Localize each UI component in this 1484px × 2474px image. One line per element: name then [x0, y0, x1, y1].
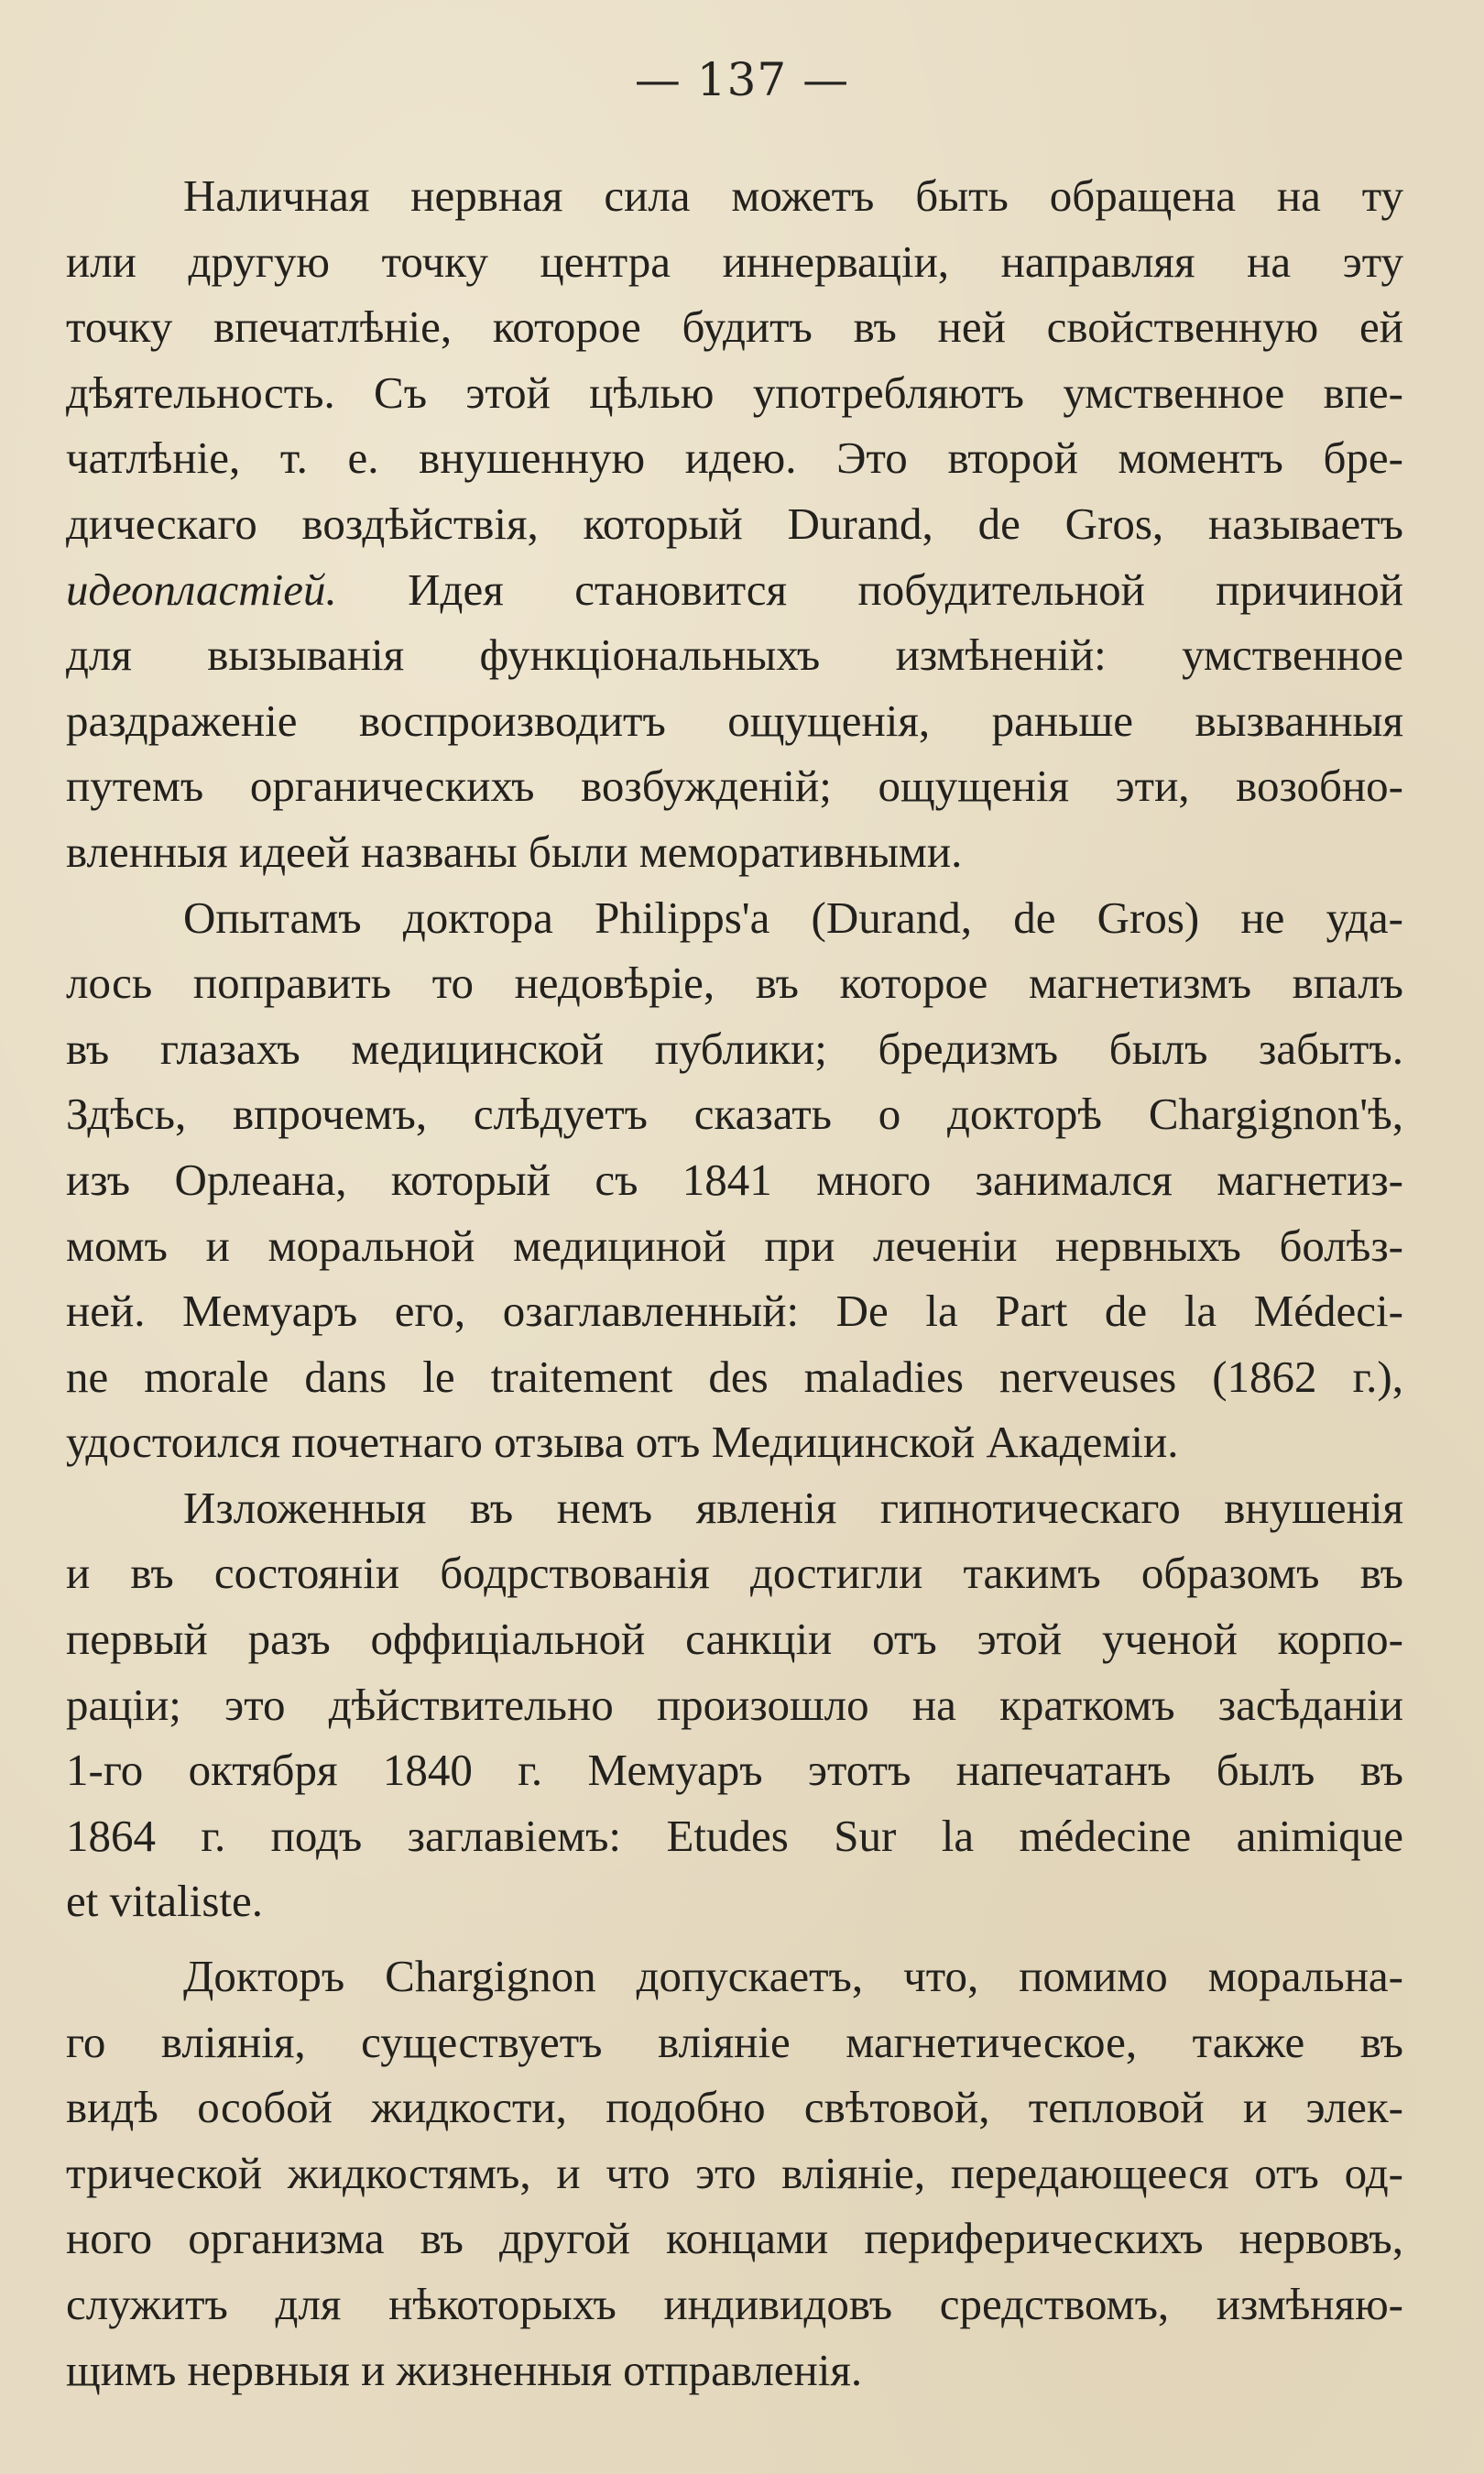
text-line: вленныя идеей названы были меморативными. [66, 826, 963, 877]
paragraph-spacer [66, 1934, 1403, 1943]
paragraph-4 [66, 1943, 1403, 2403]
text-line: или другую точку центра иннерваціи, направляя на эту [66, 235, 1403, 287]
text-line: ней. Мемуаръ его, озаглавленный: De la Part de la Médeci- [66, 1286, 1403, 1337]
text-line-with-italic [66, 557, 1403, 623]
text-line: Опытамъ доктора Philipps'a (Durand, de Gros) не уда- [183, 892, 1403, 943]
paragraph-3 [66, 1475, 1403, 1934]
text-line-rest: Идея становится побудительной причиной [336, 564, 1403, 615]
text-line: путемъ органическихъ возбужденій; ощущенія эти, возобно- [66, 761, 1403, 812]
text-line: чатлѣніе, т. е. внушенную идею. Это второй моментъ бре- [66, 432, 1403, 484]
text-line: и въ состояніи бодрствованія достигли такимъ образомъ въ [66, 1548, 1403, 1599]
text-line: служитъ для нѣкоторыхъ индивидовъ средствомъ, измѣняю- [66, 2279, 1403, 2329]
text-line: дѣятельность. Съ этой цѣлью употребляютъ умственное впе- [66, 367, 1403, 418]
text-line: въ глазахъ медицинской публики; бредизмъ былъ забытъ. [66, 1023, 1403, 1074]
text-line: изъ Орлеана, который съ 1841 много занимался магнетиз- [66, 1154, 1403, 1205]
text-line: точку впечатлѣніе, которое будитъ въ ней свойственную ей [66, 301, 1403, 353]
text-line: лось поправить то недовѣріе, въ которое магнетизмъ впалъ [66, 958, 1403, 1009]
text-line: трической жидкостямъ, и что это вліяніе, передающееся отъ од- [66, 2147, 1403, 2198]
text-line: первый разъ оффиціальной санкціи отъ этой ученой корпо- [66, 1614, 1403, 1665]
text-line: раціи; это дѣйствительно произошло на краткомъ засѣданіи [66, 1679, 1403, 1730]
text-line: 1864 г. подъ заглавіемъ: Etudes Sur la médecine animique [66, 1810, 1403, 1861]
text-line: Здѣсь, впрочемъ, слѣдуетъ сказать о докторѣ Chargignon'ѣ, [66, 1089, 1403, 1140]
text-line: видѣ особой жидкости, подобно свѣтовой, тепловой и элек- [66, 2082, 1403, 2133]
text-line: раздраженіе воспроизводитъ ощущенія, раньше вызванныя [66, 695, 1403, 746]
text-line: Докторъ Chargignon допускаетъ, что, помимо моральна- [183, 1951, 1403, 2002]
text-line: et vitaliste. [66, 1876, 263, 1927]
paragraph-1 [66, 163, 1403, 885]
text-line: ного организма въ другой концами периферическихъ нервовъ, [66, 2213, 1403, 2264]
text-line: Изложенныя въ немъ явленія гипнотическаго внушенія [183, 1482, 1403, 1533]
page-number: — 137 — [634, 53, 850, 106]
paragraph-2 [66, 885, 1403, 1475]
text-line: 1-го октября 1840 г. Мемуаръ этотъ напечатанъ былъ въ [66, 1745, 1403, 1796]
text-line: момъ и моральной медициной при леченіи нервныхъ болѣз- [66, 1220, 1403, 1271]
text-line: дическаго воздѣйствія, который Durand, de Gros, называетъ [66, 498, 1403, 549]
text-line: ne morale dans le traitement des maladies nerveuses (1862 г.), [66, 1351, 1403, 1402]
text-line: го вліянія, существуетъ вліяніе магнетическое, также въ [66, 2016, 1403, 2067]
text-line: удостоился почетнаго отзыва отъ Медицинской Академіи. [66, 1417, 1179, 1468]
text-line: Наличная нервная сила можетъ быть обращена на ту [183, 170, 1403, 221]
text-line: щимъ нервныя и жизненныя отправленія. [66, 2344, 863, 2395]
body-text [66, 163, 1403, 2403]
text-line: для вызыванія функціональныхъ измѣненій: умственное [66, 629, 1403, 681]
italic-term: идеопластiей. [66, 564, 337, 615]
